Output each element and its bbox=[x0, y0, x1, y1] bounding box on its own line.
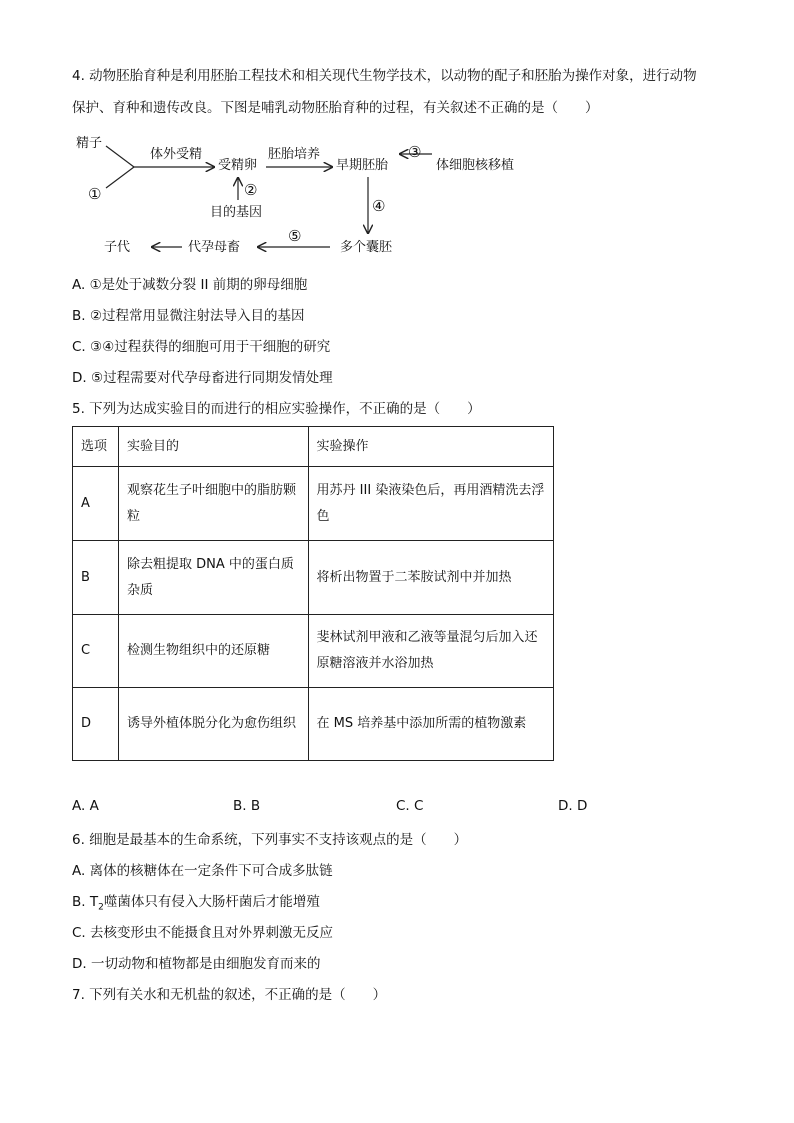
embryo-breeding-diagram bbox=[72, 130, 542, 265]
q6-option-b-rest: 噬菌体只有侵入大肠杆菌后才能增殖 bbox=[103, 894, 320, 910]
surrogate-label: 代孕母畜 bbox=[188, 240, 241, 255]
q4-option-a: A. ①是处于减数分裂 II 前期的卵母细胞 bbox=[72, 277, 308, 293]
q7-stem: 7. 下列有关水和无机盐的叙述，不正确的是（ ） bbox=[72, 987, 387, 1003]
q6-option-a: A. 离体的核糖体在一定条件下可合成多肽链 bbox=[72, 863, 333, 879]
q4-option-c: C. ③④过程获得的细胞可用于干细胞的研究 bbox=[72, 339, 331, 355]
q6-stem: 6. 细胞是最基本的生命系统，下列事实不支持该观点的是（ ） bbox=[72, 832, 468, 848]
row-operation: 用苏丹 III 染液染色后，再用酒精洗去浮色 bbox=[308, 467, 553, 541]
zygote-label: 受精卵 bbox=[218, 158, 258, 173]
row-goal: 观察花生子叶细胞中的脂肪颗粒 bbox=[118, 467, 308, 541]
step-4-marker: ④ bbox=[372, 197, 386, 215]
sperm-line bbox=[106, 146, 134, 167]
row-operation: 斐林试剂甲液和乙液等量混匀后加入还原糖溶液并水浴加热 bbox=[308, 615, 553, 688]
sperm-label: 精子 bbox=[76, 136, 103, 151]
q6-option-b bbox=[72, 892, 320, 918]
experiment-table bbox=[72, 426, 554, 761]
row-operation: 将析出物置于二苯胺试剂中并加热 bbox=[308, 541, 553, 615]
blastocysts-label: 多个囊胚 bbox=[340, 240, 393, 255]
table-row bbox=[73, 541, 554, 615]
q6-option-b-prefix: B. T bbox=[72, 894, 99, 910]
row-option: C bbox=[73, 615, 119, 688]
q4-option-d: D. ⑤过程需要对代孕母畜进行同期发情处理 bbox=[72, 370, 333, 386]
table-row bbox=[73, 467, 554, 541]
header-operation: 实验操作 bbox=[308, 427, 553, 467]
in-vitro-fertilization-label: 体外受精 bbox=[150, 147, 203, 162]
q5-choice-d: D. D bbox=[558, 798, 588, 814]
row-goal: 除去粗提取 DNA 中的蛋白质杂质 bbox=[118, 541, 308, 615]
header-goal: 实验目的 bbox=[118, 427, 308, 467]
row-goal: 诱导外植体脱分化为愈伤组织 bbox=[118, 688, 308, 761]
q6-option-c: C. 去核变形虫不能摄食且对外界刺激无反应 bbox=[72, 925, 334, 941]
early-embryo-label: 早期胚胎 bbox=[336, 158, 389, 173]
step-3-marker: ③ bbox=[408, 143, 422, 161]
q5-stem: 5. 下列为达成实验目的而进行的相应实验操作，不正确的是（ ） bbox=[72, 401, 481, 417]
row-option: D bbox=[73, 688, 119, 761]
q4-stem-line2: 保护、育种和遗传改良。下图是哺乳动物胚胎育种的过程，有关叙述不正确的是（ ） bbox=[72, 100, 599, 116]
row-option: A bbox=[73, 467, 119, 541]
table-row bbox=[73, 688, 554, 761]
q4-stem-line1: 4. 动物胚胎育种是利用胚胎工程技术和相关现代生物学技术，以动物的配子和胚胎为操作对象，进行动物 bbox=[72, 68, 697, 84]
offspring-label: 子代 bbox=[104, 240, 131, 255]
q6-option-b-subscript: 2 bbox=[98, 902, 104, 913]
q6-option-d: D. 一切动物和植物都是由细胞发育而来的 bbox=[72, 956, 321, 972]
table-header-row bbox=[73, 427, 554, 467]
row-operation: 在 MS 培养基中添加所需的植物激素 bbox=[308, 688, 553, 761]
nuclear-transfer-label: 体细胞核移植 bbox=[436, 158, 515, 173]
q5-choice-c: C. C bbox=[396, 798, 424, 814]
header-option: 选项 bbox=[73, 427, 119, 467]
table-row bbox=[73, 615, 554, 688]
target-gene-label: 目的基因 bbox=[210, 205, 263, 220]
step-1-marker: ① bbox=[88, 185, 102, 203]
q5-choice-b: B. B bbox=[233, 798, 261, 814]
row-option: B bbox=[73, 541, 119, 615]
q5-choice-a: A. A bbox=[72, 798, 99, 814]
q5-choices bbox=[72, 798, 632, 818]
egg-line bbox=[106, 167, 134, 188]
q4-option-b: B. ②过程常用显微注射法导入目的基因 bbox=[72, 308, 305, 324]
row-goal: 检测生物组织中的还原糖 bbox=[118, 615, 308, 688]
embryo-culture-label: 胚胎培养 bbox=[268, 147, 321, 162]
step-5-marker: ⑤ bbox=[288, 227, 302, 245]
step-2-marker: ② bbox=[244, 181, 258, 199]
